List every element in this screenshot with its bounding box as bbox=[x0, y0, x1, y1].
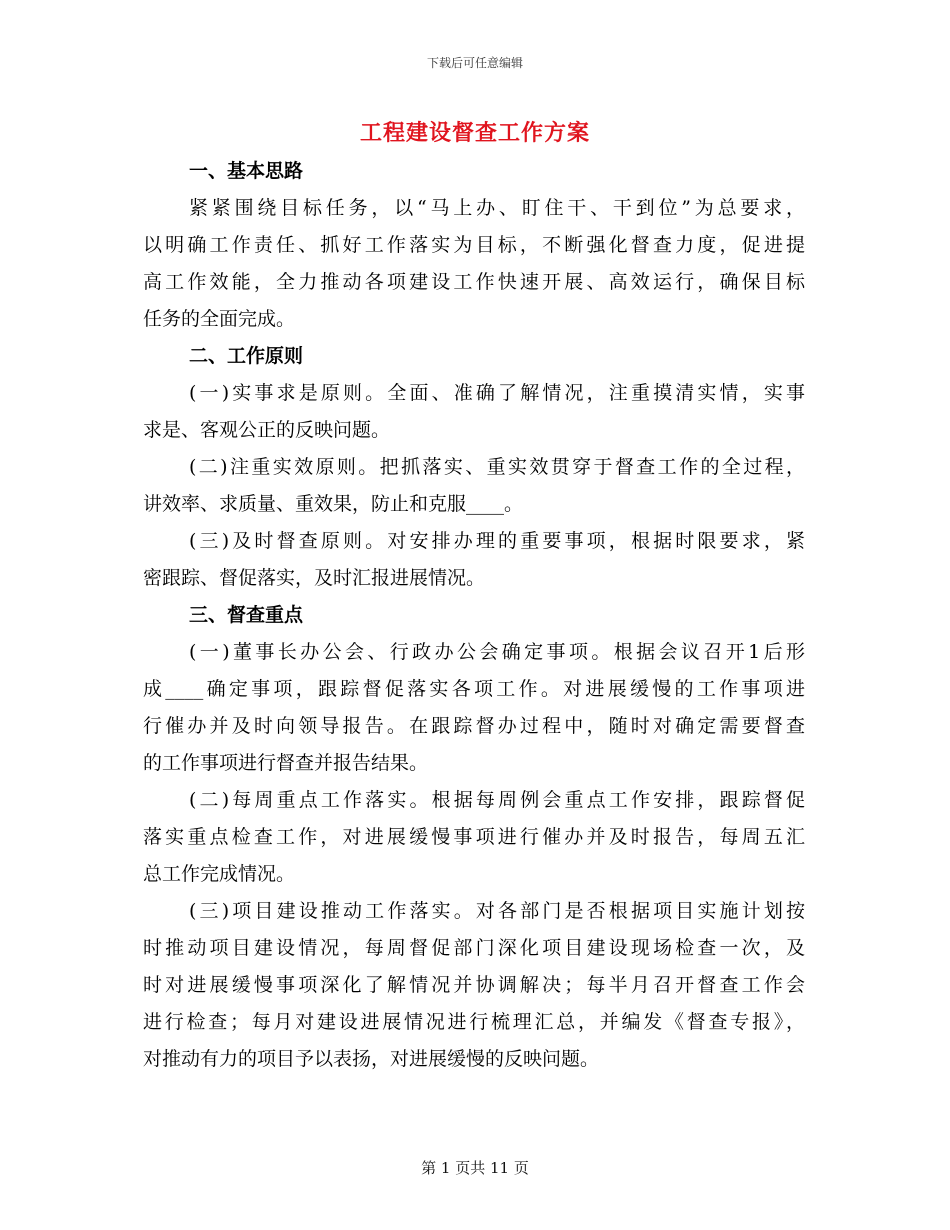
paragraph-line: (三)及时督查原则。对安排办理的重要事项，根据时限要求，紧 bbox=[189, 530, 805, 552]
paragraph bbox=[143, 782, 805, 893]
paragraph-line: 时对进展缓慢事项深化了解情况并协调解决；每半月召开督查工作会 bbox=[143, 974, 805, 996]
paragraph bbox=[143, 375, 805, 449]
paragraph-line: 的工作事项进行督查并报告结果。 bbox=[143, 752, 429, 774]
paragraph-line: 密跟踪、督促落实，及时汇报进展情况。 bbox=[143, 567, 486, 589]
paragraph bbox=[143, 449, 805, 523]
header-note: 下载后可任意编辑 bbox=[426, 56, 523, 70]
document-title: 工程建设督查工作方案 bbox=[359, 120, 590, 146]
paragraph bbox=[143, 190, 805, 338]
paragraph bbox=[143, 523, 805, 597]
paragraph-line: (三)项目建设推动工作落实。对各部门是否根据项目实施计划按 bbox=[189, 900, 805, 922]
paragraph-line: 紧紧围绕目标任务，以“马上办、盯住干、干到位”为总要求， bbox=[189, 197, 805, 219]
paragraph bbox=[143, 634, 805, 782]
paragraph-line: 总工作完成情况。 bbox=[143, 863, 296, 885]
paragraph-line: 对推动有力的项目予以表扬，对进展缓慢的反映问题。 bbox=[143, 1048, 600, 1070]
paragraph-line: 成____确定事项，跟踪督促落实各项工作。对进展缓慢的工作事项进 bbox=[143, 678, 805, 700]
paragraph-line: 时推动项目建设情况，每周督促部门深化项目建设现场检查一次，及 bbox=[143, 937, 805, 959]
paragraph-line: 以明确工作责任、抓好工作落实为目标，不断强化督查力度，促进提 bbox=[143, 234, 805, 256]
page-number: 第 1 页共 11 页 bbox=[421, 1159, 529, 1177]
paragraph-line: 进行检查；每月对建设进展情况进行梳理汇总，并编发《督查专报》， bbox=[143, 1011, 805, 1033]
paragraph-line: 落实重点检查工作，对进展缓慢事项进行催办并及时报告，每周五汇 bbox=[143, 826, 805, 848]
paragraph-line: 任务的全面完成。 bbox=[143, 308, 296, 330]
paragraph-line: 高工作效能，全力推动各项建设工作快速开展、高效运行，确保目标 bbox=[143, 271, 805, 293]
paragraph-line: (二)注重实效原则。把抓落实、重实效贯穿于督查工作的全过程， bbox=[189, 456, 805, 478]
section-heading-supervision-focus: 三、督查重点 bbox=[189, 604, 304, 626]
paragraph-line: (二)每周重点工作落实。根据每周例会重点工作安排，跟踪督促 bbox=[189, 789, 805, 811]
document-body bbox=[143, 153, 805, 1078]
paragraph-line: (一)董事长办公会、行政办公会确定事项。根据会议召开1后形 bbox=[189, 641, 805, 663]
section-heading-work-principles: 二、工作原则 bbox=[189, 345, 304, 367]
section-heading-basic-approach: 一、基本思路 bbox=[189, 160, 304, 182]
paragraph-line: 讲效率、求质量、重效果，防止和克服____。 bbox=[143, 493, 524, 515]
paragraph-line: (一)实事求是原则。全面、准确了解情况，注重摸清实情，实事 bbox=[189, 382, 805, 404]
paragraph-line: 求是、客观公正的反映问题。 bbox=[143, 419, 391, 441]
paragraph-line: 行催办并及时向领导报告。在跟踪督办过程中，随时对确定需要督查 bbox=[143, 715, 805, 737]
paragraph bbox=[143, 893, 805, 1078]
